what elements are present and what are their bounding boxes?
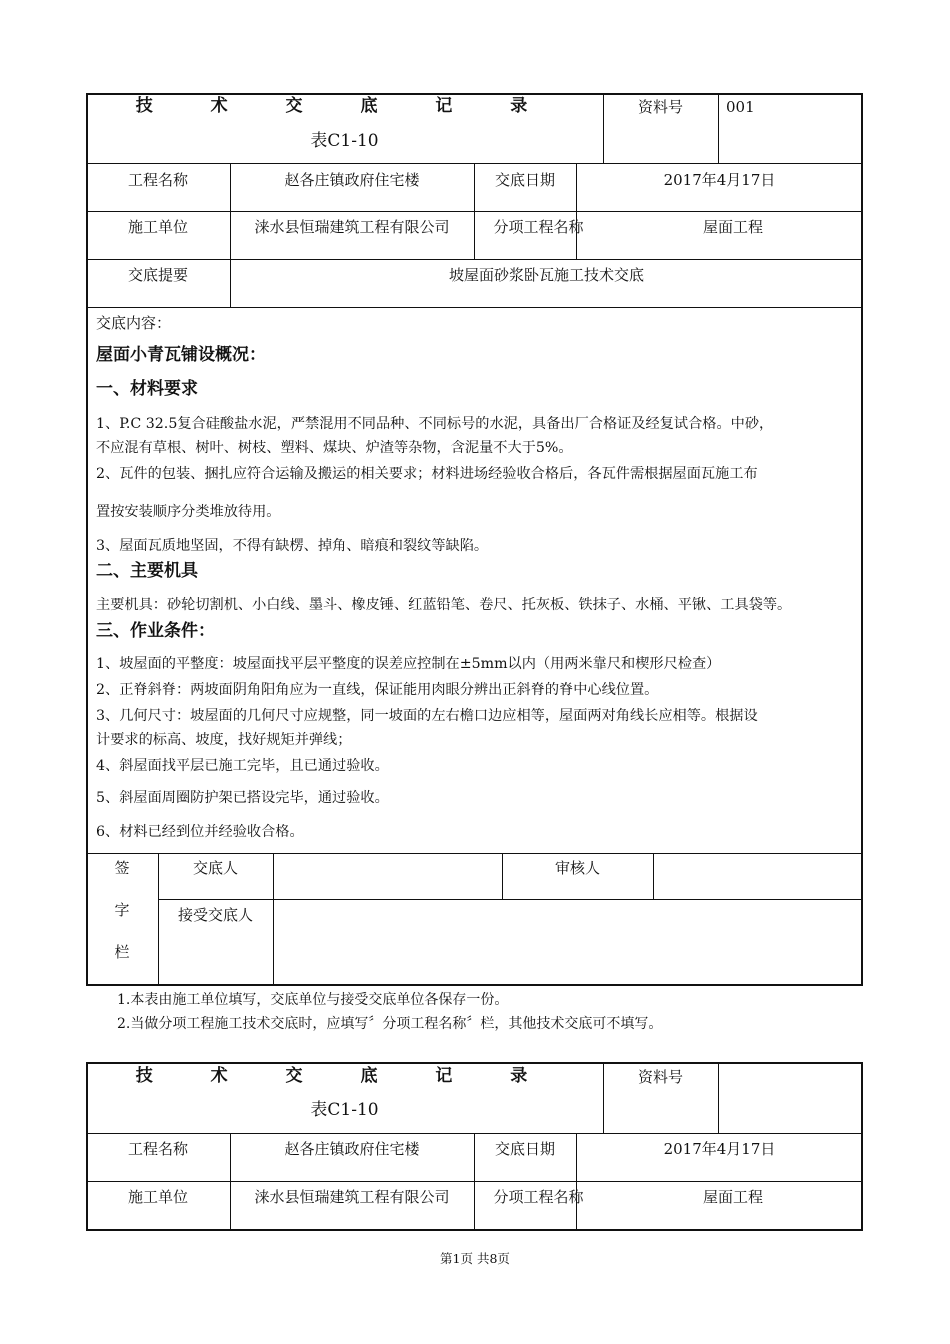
- contractor-label: 施工单位: [127, 1188, 188, 1206]
- note-1: 1.本表由施工单位填写，交底单位与接受交底单位各保存一份。: [117, 992, 509, 1008]
- paragraph-line: 1、P.C 32.5复合硅酸盐水泥，严禁混用不同品种、不同标号的水泥，具备出厂合格证及经复试合格。中砂，: [96, 416, 774, 432]
- sign-column-char: 字: [114, 901, 130, 919]
- contractor-value: 涞水县恒瑞建筑工程有限公司: [254, 218, 450, 236]
- form-number: 表C1-10: [310, 1100, 379, 1120]
- date-value: 2017年4月17日: [663, 1140, 776, 1158]
- paragraph-line: 不应混有草根、树叶、树枝、塑料、煤块、炉渣等杂物，含泥量不大于5%。: [96, 440, 573, 456]
- form-number: 表C1-10: [310, 131, 379, 151]
- overview-heading: 屋面小青瓦铺设概况：: [96, 345, 266, 365]
- paragraph-line: 6、材料已经到位并经验收合格。: [96, 824, 304, 840]
- paragraph-line: 5、斜屋面周圈防护架已搭设完毕，通过验收。: [96, 790, 389, 806]
- sign-column-char: 签: [114, 859, 130, 877]
- date-label: 交底日期: [494, 171, 555, 189]
- paragraph-line: 主要机具：砂轮切割机、小白线、墨斗、橡皮锤、红蓝铅笔、卷尺、托灰板、铁抹子、水桶、平锹、工具袋等。: [96, 597, 792, 613]
- note-2: 2.当做分项工程施工技术交底时，应填写〞分项工程名称〞栏，其他技术交底可不填写。: [117, 1016, 663, 1032]
- discloser-label: 交底人: [192, 859, 238, 877]
- paragraph-line: 2、瓦件的包装、捆扎应符合运输及搬运的相关要求；材料进场经验收合格后，各瓦件需根据屋面瓦施工布: [96, 466, 758, 482]
- doc-no-value: 001: [726, 98, 755, 116]
- sub-project-value: 屋面工程: [702, 218, 763, 236]
- paragraph-line: 3、几何尺寸：坡屋面的几何尺寸应规整，同一坡面的左右檐口边应相等，屋面两对角线长应相等。根据设: [96, 708, 758, 724]
- paragraph-line: 计要求的标高、坡度，找好规矩并弹线；: [96, 732, 352, 748]
- date-value: 2017年4月17日: [663, 171, 776, 189]
- paragraph-line: 1、坡屋面的平整度：坡屋面找平层平整度的误差应控制在±5mm以内（用两米靠尺和楔形尺检查）: [96, 656, 721, 672]
- date-label: 交底日期: [494, 1140, 555, 1158]
- paragraph-line: 4、斜屋面找平层已施工完毕，且已通过验收。: [96, 758, 389, 774]
- sub-project-label: 分项工程名称: [493, 1188, 584, 1206]
- project-name-value: 赵各庄镇政府住宅楼: [284, 171, 420, 189]
- section-3-heading: 三、作业条件：: [96, 621, 215, 641]
- record-title: 技 术 交 底 记 录: [135, 96, 554, 116]
- project-name-label: 工程名称: [127, 171, 188, 189]
- sub-project-label: 分项工程名称: [493, 218, 584, 236]
- contractor-value: 涞水县恒瑞建筑工程有限公司: [254, 1188, 450, 1206]
- page-number: 第1页 共8页: [440, 1251, 510, 1266]
- doc-no-label: 资料号: [637, 1068, 683, 1086]
- summary-label: 交底提要: [127, 266, 188, 284]
- reviewer-label: 审核人: [554, 859, 600, 877]
- project-name-value: 赵各庄镇政府住宅楼: [284, 1140, 420, 1158]
- section-1-heading: 一、材料要求: [96, 379, 198, 399]
- contractor-label: 施工单位: [127, 218, 188, 236]
- sign-column-char: 栏: [114, 943, 130, 961]
- record-title: 技 术 交 底 记 录: [135, 1066, 554, 1086]
- sub-project-value: 屋面工程: [702, 1188, 763, 1206]
- paragraph-line: 3、屋面瓦质地坚固，不得有缺楞、掉角、暗痕和裂纹等缺陷。: [96, 538, 489, 554]
- content-label: 交底内容：: [96, 314, 172, 332]
- paragraph-line: 2、正脊斜脊：两坡面阴角阳角应为一直线，保证能用肉眼分辨出正斜脊的脊中心线位置。: [96, 682, 659, 698]
- paragraph-line: 置按安装顺序分类堆放待用。: [96, 504, 281, 520]
- doc-no-label: 资料号: [637, 98, 683, 116]
- section-2-heading: 二、主要机具: [96, 561, 198, 581]
- summary-value: 坡屋面砂浆卧瓦施工技术交底: [448, 266, 644, 284]
- project-name-label: 工程名称: [127, 1140, 188, 1158]
- receiver-label: 接受交底人: [177, 906, 253, 924]
